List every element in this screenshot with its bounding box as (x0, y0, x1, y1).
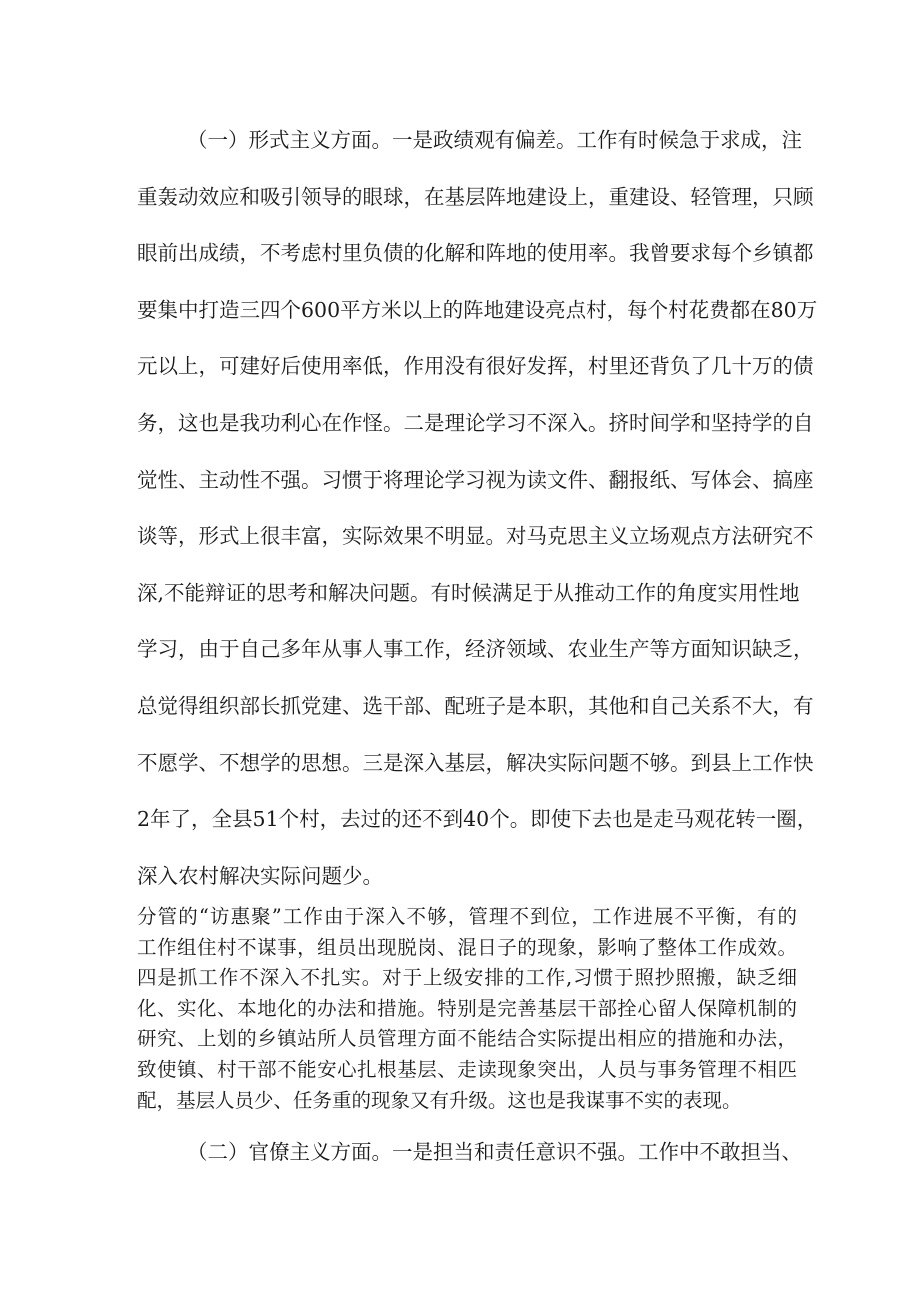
text-line: 研究、上划的乡镇站所人员管理方面不能结合实际提出相应的措施和办法， (137, 1027, 797, 1051)
text-line: 谈等，形式上很丰富，实际效果不明显。对马克思主义立场观点方法研究不 (137, 524, 814, 549)
text-line: 深,不能辩证的思考和解决问题。有时候满足于从推动工作的角度实用性地 (137, 580, 800, 605)
text-line: 四是抓工作不深入不扎实。对于上级安排的工作,习惯于照抄照搬，缺乏细 (137, 966, 797, 990)
paragraph-formalism (137, 118, 818, 910)
text-line: 配，基层人员少、任务重的现象又有升级。这也是我谋事不实的表现。 (137, 1088, 742, 1112)
text-line: 2年了，全县51个村，去过的还不到40个。即使下去也是走马观花转一圈， (137, 807, 818, 832)
text-line: 重轰动效应和吸引领导的眼球，在基层阵地建设上，重建设、轻管理，只顾 (137, 184, 814, 209)
text-line: 务，这也是我功利心在作怪。二是理论学习不深入。挤时间学和坚持学的自 (137, 410, 814, 435)
text-line: 不愿学、不想学的思想。三是深入基层，解决实际问题不够。到县上工作快 (137, 750, 814, 775)
text-line: 眼前出成绩，不考虑村里负债的化解和阵地的使用率。我曾要求每个乡镇都 (137, 241, 814, 266)
text-line: 工作组住村不谋事，组员出现脱岗、混日子的现象，影响了整体工作成效。 (137, 935, 797, 959)
text-line: 化、实化、本地化的办法和措施。特别是完善基层干部拴心留人保障机制的 (137, 996, 797, 1020)
text-line: 要集中打造三四个600平方米以上的阵地建设亮点村，每个村花费都在80万 (137, 297, 818, 322)
text-line: 学习，由于自己多年从事人事工作，经济领域、农业生产等方面知识缺乏， (137, 637, 814, 662)
text-line: 元以上，可建好后使用率低，作用没有很好发挥，村里还背负了几十万的债 (137, 354, 814, 379)
text-line: 觉性、主动性不强。习惯于将理论学习视为读文件、翻报纸、写体会、搞座 (137, 467, 814, 492)
paragraph-bureaucracy (137, 1130, 802, 1174)
paragraph-work-issues (137, 902, 797, 1116)
text-line: （一）形式主义方面。一是政绩观有偏差。工作有时候急于求成，注 (187, 128, 802, 152)
text-line: 致使镇、村干部不能安心扎根基层、走读现象突出，人员与事务管理不相匹 (137, 1057, 797, 1081)
text-line: 深入农村解决实际问题少。 (137, 863, 383, 888)
text-line: （二）官僚主义方面。一是担当和责任意识不强。工作中不敢担当、 (187, 1140, 802, 1164)
text-line: 总觉得组织部长抓党建、选干部、配班子是本职，其他和自己关系不大，有 (137, 693, 814, 718)
text-line: 分管的“访惠聚”工作由于深入不够，管理不到位，工作进展不平衡，有的 (137, 905, 797, 928)
